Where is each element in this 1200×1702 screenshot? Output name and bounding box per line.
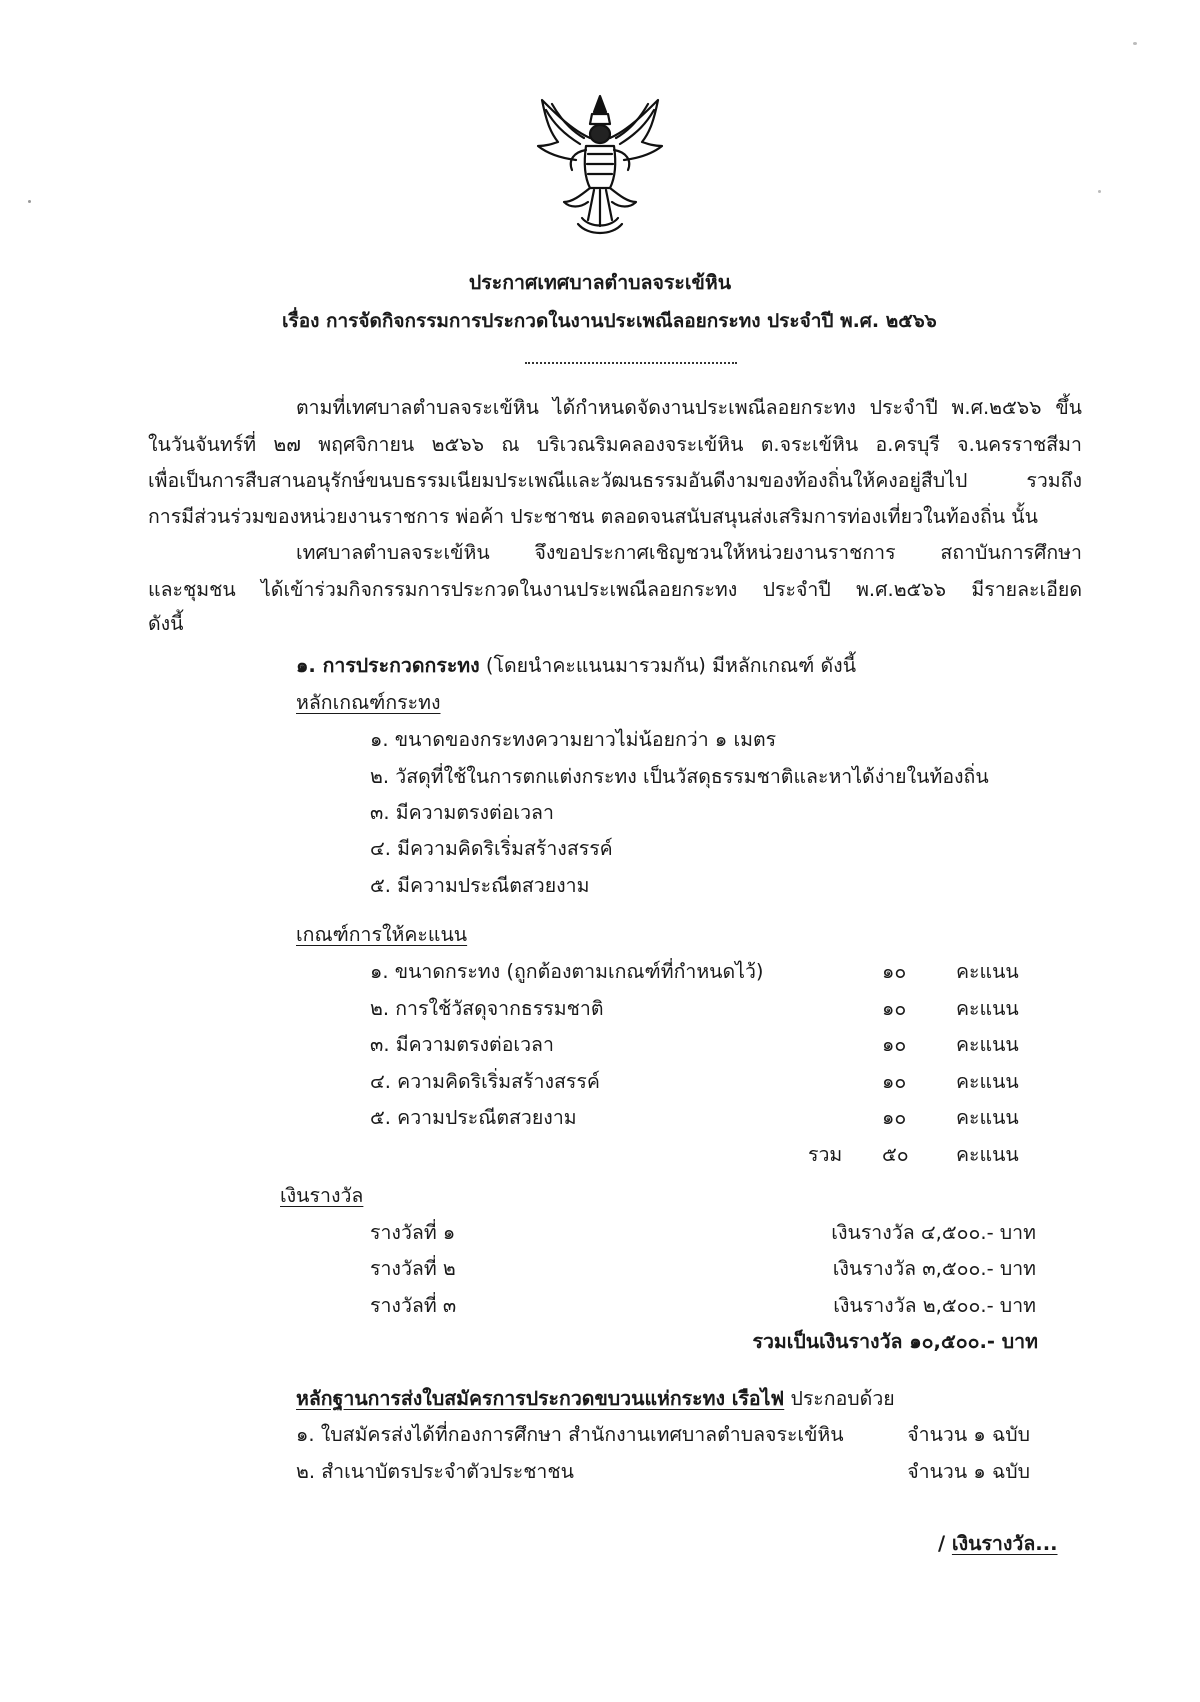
- criteria-item: ๑. ขนาดของกระทงความยาวไม่น้อยกว่า ๑ เมตร: [370, 728, 777, 751]
- document-row-count: จำนวน ๑ ฉบับ: [907, 1423, 1030, 1446]
- paragraph1-line: ตามที่เทศบาลตำบลจระเข้หิน ได้กำหนดจัดงานประเพณีลอยกระทง ประจำปี พ.ศ.๒๕๖๖ ขึ้น: [296, 396, 1082, 419]
- scoring-total-points: ๕๐: [882, 1143, 909, 1166]
- scan-speck: [1098, 190, 1101, 193]
- documents-title-suffix: ประกอบด้วย: [784, 1387, 895, 1410]
- scoring-row-points: ๑๐: [882, 1070, 907, 1093]
- scoring-row-label: ๓. มีความตรงต่อเวลา: [370, 1033, 554, 1056]
- garuda-emblem-icon: [524, 90, 676, 240]
- documents-heading: [296, 1389, 895, 1409]
- scoring-row-label: ๒. การใช้วัสดุจากธรรมชาติ: [370, 997, 604, 1020]
- paragraph1-line: ในวันจันทร์ที่ ๒๗ พฤศจิกายน ๒๕๖๖ ณ บริเวณริมคลองจระเข้หิน ต.จระเข้หิน อ.ครบุรี จ.นครราชสีมา: [148, 433, 1082, 456]
- scoring-row-label: ๑. ขนาดกระทง (ถูกต้องตามเกณฑ์ที่กำหนดไว้): [370, 960, 764, 983]
- scoring-row-label: ๔. ความคิดริเริ่มสร้างสรรค์: [370, 1070, 600, 1093]
- section1-heading-rest: (โดยนำคะแนนมารวมกัน) มีหลักเกณฑ์ ดังนี้: [479, 654, 857, 677]
- paragraph1-line: เพื่อเป็นการสืบสานอนุรักษ์ขนบธรรมเนียมประเพณีและวัฒนธรรมอันดีงามของท้องถิ่นให้คงอยู่สืบไป รวมถึง: [148, 469, 1082, 492]
- documents-title: หลักฐานการส่งใบสมัครการประกวดขบวนแห่กระทง เรือไฟ: [296, 1387, 785, 1410]
- document-row-label: ๑. ใบสมัครส่งได้ที่กองการศึกษา สำนักงานเทศบาลตำบลจระเข้หิน: [296, 1423, 844, 1446]
- prize-row-label: รางวัลที่ ๑: [370, 1221, 456, 1244]
- scoring-row-label: ๕. ความประณีตสวยงาม: [370, 1106, 577, 1129]
- scoring-row-unit: คะแนน: [956, 960, 1019, 983]
- scoring-title: เกณฑ์การให้คะแนน: [296, 923, 468, 946]
- scoring-row-points: ๑๐: [882, 960, 907, 983]
- scoring-row-points: ๑๐: [882, 1106, 907, 1129]
- prize-row-amount: เงินรางวัล ๔,๕๐๐.- บาท: [831, 1221, 1036, 1244]
- scoring-row-unit: คะแนน: [956, 997, 1019, 1020]
- paragraph2-line: เทศบาลตำบลจระเข้หิน จึงขอประกาศเชิญชวนให้หน่วยงานราชการ สถาบันการศึกษา: [296, 541, 1082, 564]
- prizes-title: เงินรางวัล: [280, 1184, 364, 1207]
- scoring-total-unit: คะแนน: [956, 1143, 1019, 1166]
- page-continuation: [938, 1534, 1058, 1554]
- scan-speck: [28, 200, 31, 203]
- document-row-count: จำนวน ๑ ฉบับ: [907, 1460, 1030, 1483]
- section1-heading-bold: ๑. การประกวดกระทง: [296, 654, 480, 677]
- scoring-row-unit: คะแนน: [956, 1033, 1019, 1056]
- page-title: ประกาศเทศบาลตำบลจระเข้หิน: [468, 271, 732, 294]
- continuation-slash: /: [938, 1532, 952, 1555]
- section1-heading: [296, 656, 856, 676]
- prize-row-amount: เงินรางวัล ๓,๕๐๐.- บาท: [832, 1257, 1036, 1280]
- criteria-title: หลักเกณฑ์กระทง: [296, 691, 441, 714]
- scoring-row-unit: คะแนน: [956, 1106, 1019, 1129]
- criteria-item: ๒. วัสดุที่ใช้ในการตกแต่งกระทง เป็นวัสดุธรรมชาติและหาได้ง่ายในท้องถิ่น: [370, 765, 989, 788]
- criteria-item: ๓. มีความตรงต่อเวลา: [370, 801, 554, 824]
- paragraph2-line: และชุมชน ได้เข้าร่วมกิจกรรมการประกวดในงานประเพณีลอยกระทง ประจำปี พ.ศ.๒๕๖๖ มีรายละเอียด: [148, 578, 1082, 601]
- document-row-label: ๒. สำเนาบัตรประจำตัวประชาชน: [296, 1460, 574, 1483]
- page-subject: เรื่อง การจัดกิจกรรมการประกวดในงานประเพณีลอยกระทง ประจำปี พ.ศ. ๒๕๖๖: [282, 310, 937, 332]
- scoring-row-points: ๑๐: [882, 1033, 907, 1056]
- scoring-row-points: ๑๐: [882, 997, 907, 1020]
- title-separator: [525, 362, 737, 364]
- paragraph1-line: การมีส่วนร่วมของหน่วยงานราชการ พ่อค้า ประชาชน ตลอดจนสนับสนุนส่งเสริมการท่องเที่ยวในท้องถิ่น นั้น: [148, 505, 1038, 528]
- continuation-text: เงินรางวัล...: [951, 1532, 1058, 1555]
- scoring-total-label: รวม: [808, 1143, 843, 1166]
- scoring-row-unit: คะแนน: [956, 1070, 1019, 1093]
- paragraph2-line: ดังนี้: [148, 612, 184, 635]
- scan-speck: [1133, 42, 1137, 45]
- prize-row-label: รางวัลที่ ๒: [370, 1257, 456, 1280]
- criteria-item: ๕. มีความประณีตสวยงาม: [370, 874, 590, 897]
- prize-row-amount: เงินรางวัล ๒,๕๐๐.- บาท: [833, 1294, 1036, 1317]
- criteria-item: ๔. มีความคิดริเริ่มสร้างสรรค์: [370, 837, 613, 860]
- prizes-total: รวมเป็นเงินรางวัล ๑๐,๕๐๐.- บาท: [752, 1330, 1038, 1353]
- prize-row-label: รางวัลที่ ๓: [370, 1294, 457, 1317]
